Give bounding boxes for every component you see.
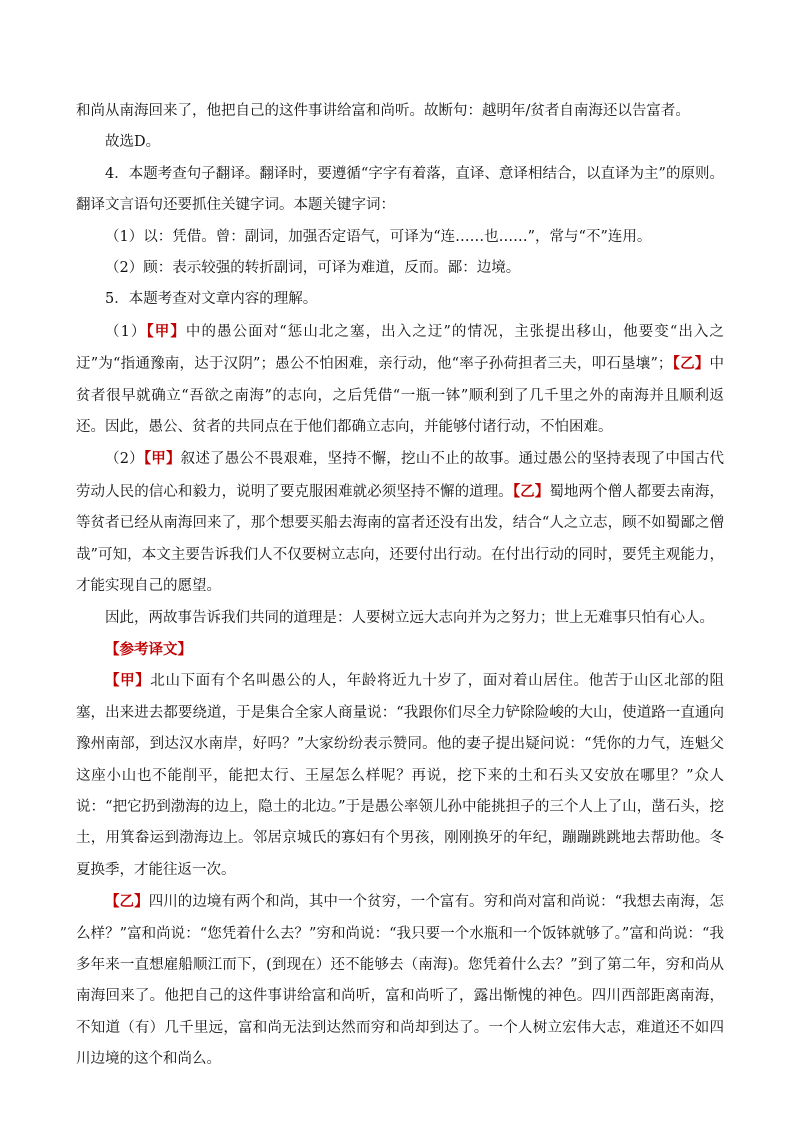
translation-paragraph-jia bbox=[76, 665, 724, 886]
question-4-explanation: 4．本题考查句子翻译。翻译时，要遵循“字字有着落，直译、意译相结合，以直译为主”的原则。翻译文言语句还要抓住关键字词。本题关键字词： bbox=[76, 165, 724, 214]
marker-jia: 【甲】 bbox=[105, 672, 151, 690]
analysis-text: 蜀地两个僧人都要去南海，等贫者已经从南海回来了，那个想要买船去海南的富者还没有出发，结合“人之立志，顾不如蜀鄙之僧哉”可知，本文主要告诉我们人不仅要树立志向，还要付出行动。在付出行动的同时，要凭主观能力，才能实现自己的愿望。 bbox=[76, 483, 724, 595]
keyword-item-2: （2）顾：表示较强的转折副词，可译为难道，反而。鄙：边境。 bbox=[105, 260, 521, 277]
text-paragraph: 和尚从南海回来了，他把自己的这件事讲给富和尚听。故断句：越明年/贫者自南海还以告富者。 bbox=[76, 103, 690, 119]
marker-jia: 【甲】 bbox=[146, 322, 186, 340]
marker-yi: 【乙】 bbox=[105, 893, 149, 911]
marker-yi: 【乙】 bbox=[512, 482, 550, 500]
conclusion-paragraph: 因此，两故事告诉我们共同的道理是：人要树立远大志向并为之努力；世上无难事只怕有心人。 bbox=[105, 609, 714, 626]
analysis-text: 中贫者很早就确立“吾欲之南海”的志向，之后凭借“一瓶一钵”顺利到了几千里之外的南海并且顺利返还。因此，愚公、贫者的共同点在于他们都确立志向，并能够付诸行动，不怕困难。 bbox=[76, 356, 725, 436]
keyword-item-1: （1）以：凭借。曾：副词，加强否定语气，可译为“连……也……”，常与“不”连用。 bbox=[105, 228, 652, 245]
analysis-paragraph-1 bbox=[76, 316, 724, 444]
item-number: （2） bbox=[105, 451, 144, 468]
answer-line: 故选D。 bbox=[105, 134, 161, 151]
analysis-text: 中的愚公面对“惩山北之塞，出入之迂”的情况，主张提出移山，他要变“出入之迂”为“指通豫南，达于汉阴”；愚公不怕困难，亲行动，他“率子孙荷担者三夫，叩石垦壤”； bbox=[76, 323, 724, 373]
translation-text: 四川的边境有两个和尚，其中一个贫穷，一个富有。穷和尚对富和尚说：“我想去南海，怎么样？”富和尚说：“您凭着什么去？”穷和尚说：“我只要一个水瓶和一个饭钵就够了。”富和尚说：“我多年来一直想雇船顺江而下，(到现在）还不能够去（南海)。您凭着什么去？”到了第二年，穷和尚从南海回来了。他把自己的这件事讲给富和尚听，富和尚听了，露出惭愧的神色。四川西部距离南海，不知道（有）几千里远，富和尚无法到达然而穷和尚却到达了。一个人树立宏伟大志，难道还不如四川边境的这个和尚么。 bbox=[76, 894, 724, 1068]
item-number: （1） bbox=[105, 323, 147, 340]
analysis-paragraph-2 bbox=[76, 443, 724, 602]
document-page bbox=[76, 96, 724, 1076]
translation-paragraph-yi bbox=[76, 886, 724, 1075]
marker-yi: 【乙】 bbox=[672, 355, 710, 373]
analysis-text: 叙述了愚公不畏艰难，坚持不懈，挖山不止的故事。通过愚公的坚持表现了中国古代劳动人民的信心和毅力，说明了要克服困难就必须坚持不懈的道理。 bbox=[76, 451, 725, 500]
marker-jia: 【甲】 bbox=[143, 450, 181, 468]
question-5-explanation: 5．本题考查对文章内容的理解。 bbox=[105, 291, 318, 308]
reference-translation-heading: 【参考译文】 bbox=[105, 640, 192, 658]
translation-text: 北山下面有个名叫愚公的人，年龄将近九十岁了，面对着山居住。他苦于山区北部的阻塞，出来进去都要绕道，于是集合全家人商量说：“我跟你们尽全力铲除险峻的大山，使道路一直通向豫州南部，到达汉水南岸，好吗？”大家纷纷表示赞同。他的妻子提出疑问说：“凭你的力气，连魁父这座小山也不能削平，能把太行、王屋怎么样呢？再说，挖下来的土和石头又安放在哪里？”众人说：“把它扔到渤海的边上，隐土的北边。”于是愚公率领儿孙中能挑担子的三个人上了山，凿石头，挖土，用箕畚运到渤海边上。邻居京城氏的寡妇有个男孩，刚刚换牙的年纪，蹦蹦跳跳地去帮助他。冬夏换季，才能往返一次。 bbox=[76, 673, 725, 878]
